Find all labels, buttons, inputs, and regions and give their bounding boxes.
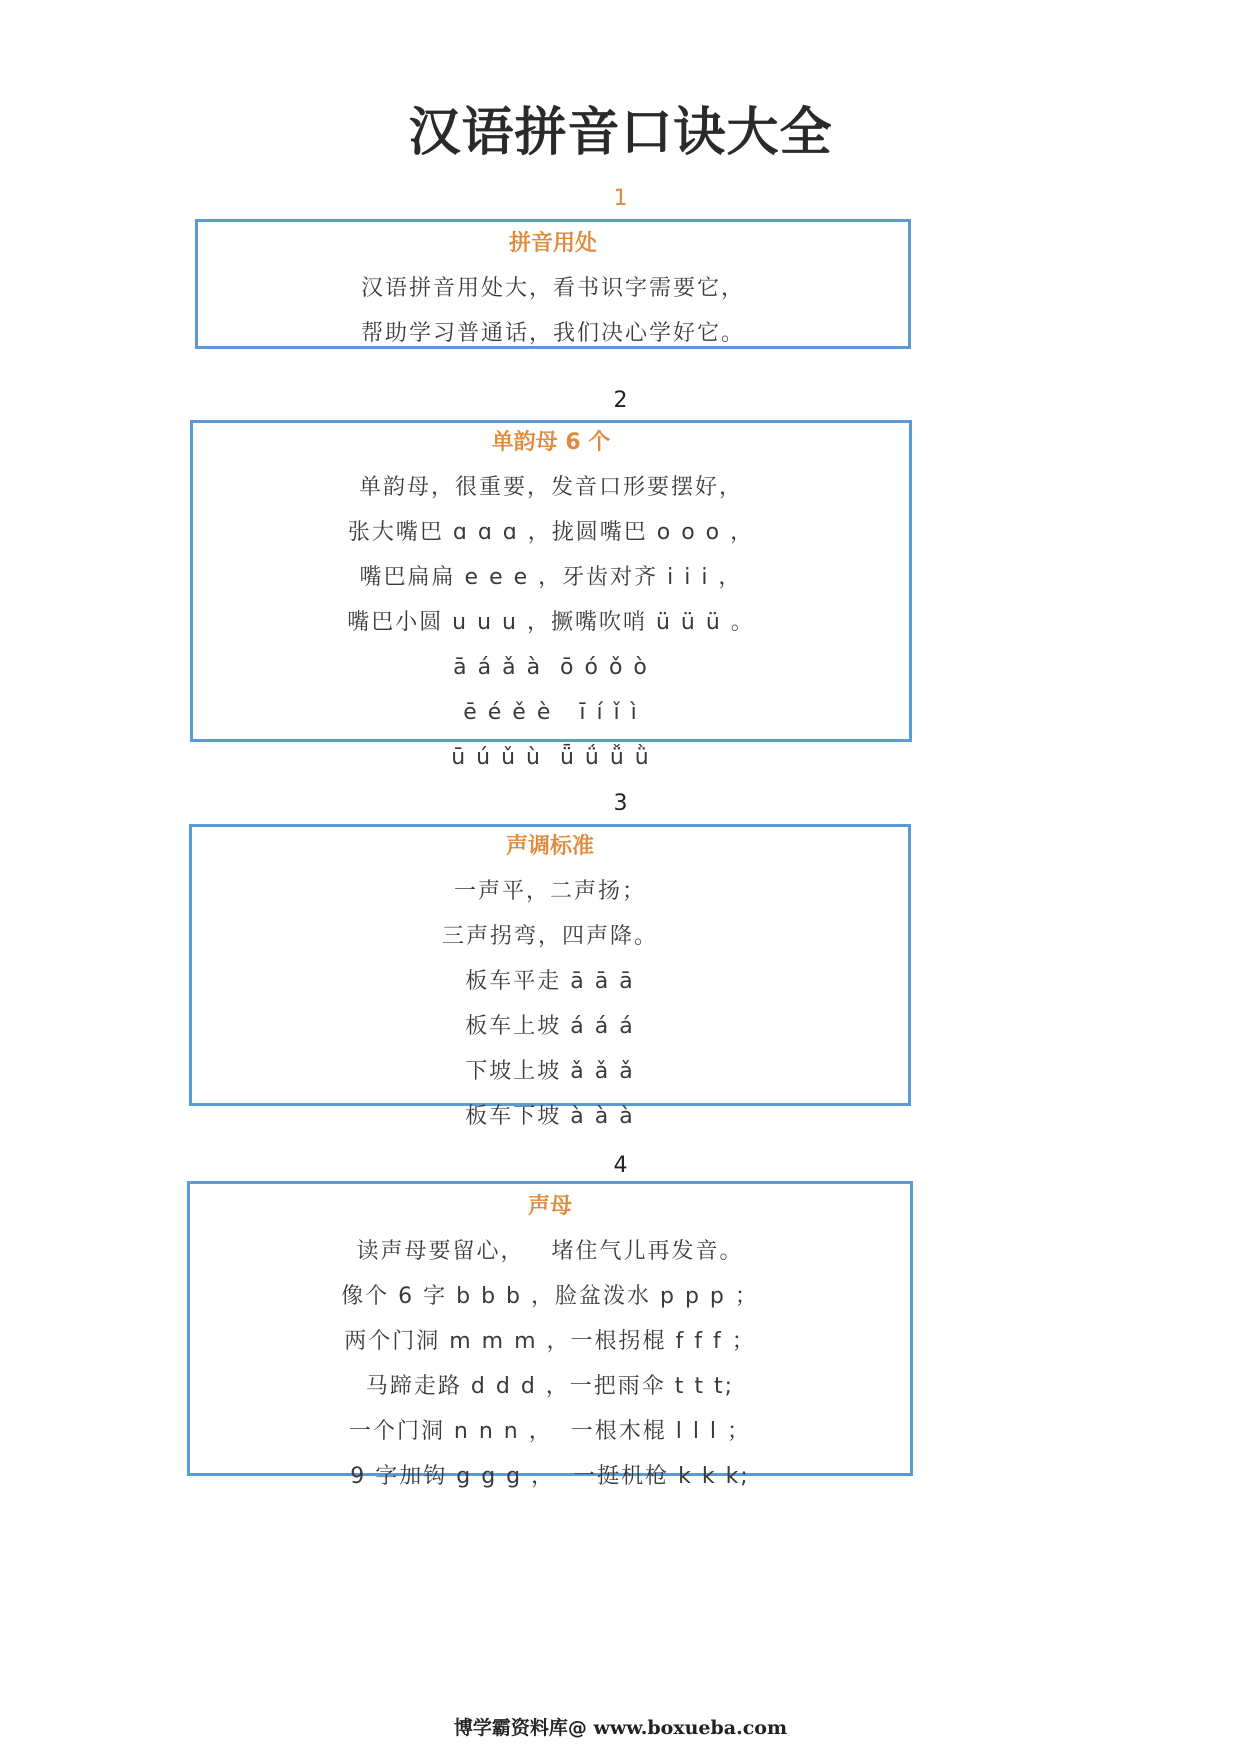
verse-line: 张大嘴巴 ɑ ɑ ɑ ，拢圆嘴巴 o o o ， (347, 520, 755, 545)
section-box-2 (190, 420, 912, 770)
section-box-4 (187, 1181, 913, 1489)
footer-url[interactable]: www.boxueba.com (586, 1717, 788, 1739)
section-box-3 (189, 824, 911, 1129)
verse-line: 9 字加钩 g g g ， 一挺机枪 k k k; (350, 1464, 750, 1489)
section-number-4: 4 (613, 1153, 628, 1178)
tone-line: ā á ǎ à ō ó ǒ ò (453, 655, 649, 680)
section-heading-4: 声母 (527, 1194, 572, 1219)
footer (0, 1715, 1241, 1741)
tone-line: ē é ě è ī í ǐ ì (463, 700, 639, 725)
verse-line: 下坡上坡 ǎ ǎ ǎ (465, 1059, 635, 1084)
verse-line: 两个门洞 m m m ，一根拐棍 f f f ； (344, 1329, 756, 1354)
verse-line: 汉语拼音用处大，看书识字需要它， (360, 276, 745, 301)
tone-line: ū ú ǔ ù ǖ ǘ ǚ ǜ (451, 745, 651, 770)
section-number-2: 2 (613, 388, 628, 413)
verse-line: 马蹄走路 d d d ，一把雨伞 t t t; (365, 1374, 735, 1399)
verse-line: 读声母要留心， 堵住气儿再发音。 (356, 1239, 744, 1264)
verse-line: 嘴巴小圆 u u u ，撅嘴吹哨 ü ü ü 。 (347, 610, 755, 635)
section-heading-1: 拼音用处 (508, 231, 597, 256)
section-heading-3: 声调标准 (505, 834, 594, 859)
verse-line: 三声拐弯，四声降。 (441, 924, 658, 949)
verse-line: 一声平，二声扬； (453, 879, 646, 904)
section-number-1: 1 (613, 186, 628, 211)
section-heading-2: 单韵母 6 个 (491, 430, 611, 455)
verse-line: 单韵母，很重要，发音口形要摆好， (358, 475, 743, 500)
section-number-3: 3 (613, 791, 628, 816)
verse-line: 板车平走 ā ā ā (465, 969, 635, 994)
verse-line: 一个门洞 n n n ， 一根木棍 l l l ； (348, 1419, 752, 1444)
verse-line: 嘴巴扁扁 e e e ，牙齿对齐 i i i ， (359, 565, 743, 590)
section-box-1 (195, 219, 911, 349)
page-title: 汉语拼音口诀大全 (408, 103, 833, 163)
verse-line: 板车上坡 á á á (465, 1014, 635, 1039)
verse-line: 帮助学习普通话，我们决心学好它。 (360, 321, 745, 346)
footer-site-name: 博学霸资料库@ (453, 1717, 587, 1739)
verse-line: 像个 6 字 b b b ，脸盆泼水 p p p ； (341, 1284, 759, 1309)
verse-line: 板车下坡 à à à (465, 1104, 635, 1129)
